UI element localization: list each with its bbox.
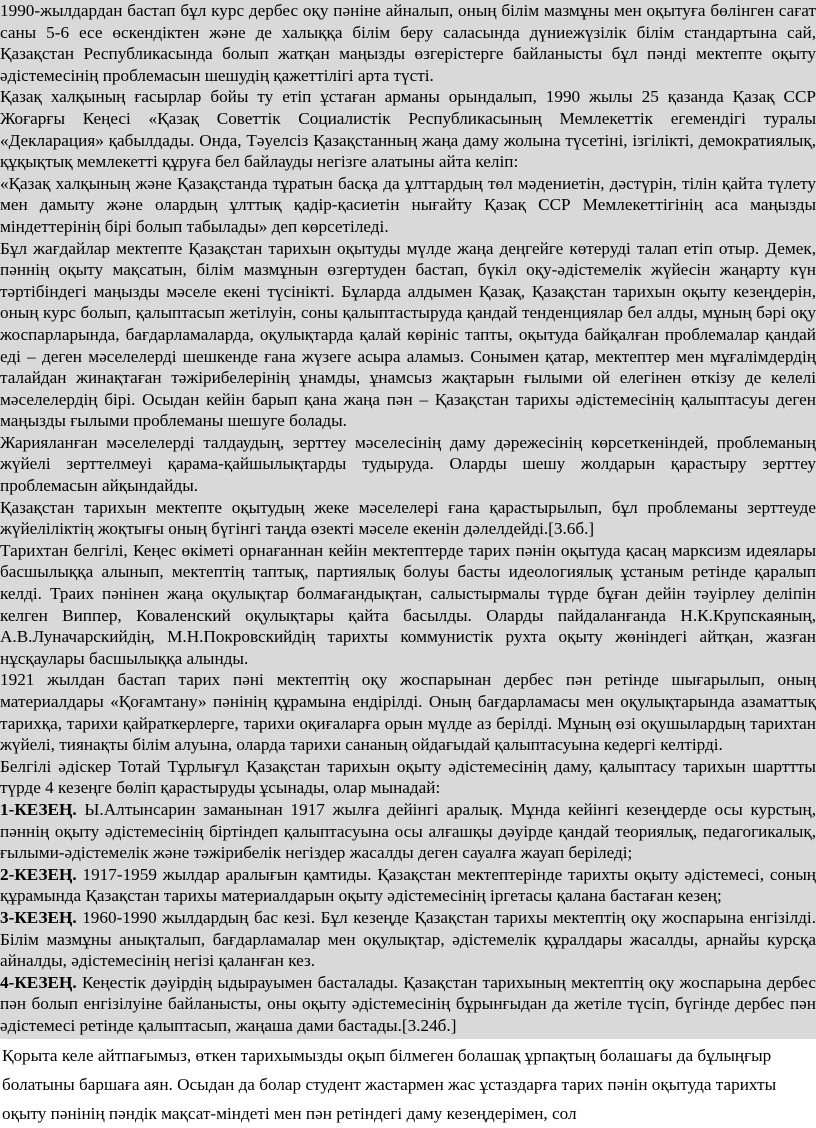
paragraph-stage-3 bbox=[0, 907, 816, 972]
paragraph-soviet-history: Тарихтан белгілі, Кеңес өкіметі орнағаннан кейін мектептерде тарих пәнін оқытуда қасаң марксизм идеялары басшылыққа алынып, мектептің таптық, партиялық болуы басты идеологиялық ұстаным ретінде қаралып келді. Траих пәнінен жаңа оқулықтар болмағандықтан, салыстырмалы түрде бұған дейін тәуірлеу деліпін келген Виппер, Коваленский оқулықтары қайта басылды. Оларды пайдаланғанда Н.К.Крупскаяның, А.В.Луначарскийдің, М.Н.Покровскийдің тарихты коммунистік рухта оқыту жөніндегі айтқан, жазған нұсқаулары басшылыққа алынды. bbox=[0, 540, 816, 668]
paragraph-stage-2 bbox=[0, 864, 816, 907]
stage-1-label: 1-КЕЗЕҢ. bbox=[0, 799, 77, 819]
stage-3-label: 3-КЕЗЕҢ. bbox=[0, 907, 77, 927]
paragraph-stage-1 bbox=[0, 799, 816, 864]
stage-4-text: Кеңестік дәуірдің ыдырауымен басталады. Қазақстан тарихының мектептің оқу жоспарына дербес пән болып енгізілуіне байланысты, оны оқыту әдістемесінің бұрынғыдан да жетіле түсіп, бүгінде дербес пән әдістемесі ретінде қалыптасып, жаңаша дами бастады.[3.24б.] bbox=[0, 972, 816, 1035]
stage-3-text: 1960-1990 жылдардың бас кезі. Бұл кезеңде Қазақстан тарихы мектептің оқу жоспарына енгізілді. Білім мазмұны анықталып, бағдарламалар мен оқулықтар, әдістемелік құралдары жасалды, арнайы курсқа айналды, әдістемесінің негізі қаланған кез. bbox=[0, 907, 816, 971]
stage-2-label: 2-КЕЗЕҢ. bbox=[0, 864, 77, 884]
paragraph-quote: «Қазақ халқының және Қазақстанда тұратын басқа да ұлттардың төл мәдениетін, дәстүрін, тілін қайта түлету мен дамыту және олардың ұлттық қадір-қасиетін нығайту Қазақ ССР Мемлекеттігінің аса маңызды міндеттерінің бірі болып табылады» деп көрсетіледі. bbox=[0, 173, 816, 236]
paragraph-declaration: Қазақ халқының ғасырлар бойы ту етіп ұстаған арманы орындалып, 1990 жылы 25 қазанда Қазақ ССР Жоғарғы Кеңесі «Қазақ Советтік Социалистік Республикасының Мемлекеттік егемендігі туралы «Декларация» қабылдады. Онда, Тәуелсіз Қазақстанның жаңа даму жолына түсетіні, ізгілікті, демократиялық, құқықтық мемлекетті құруға бел байлауды негізге алатыны айта келіп: bbox=[0, 87, 816, 172]
paragraph-stage-4 bbox=[0, 972, 816, 1037]
stage-4-label: 4-КЕЗЕҢ. bbox=[0, 972, 77, 992]
conclusion-block bbox=[0, 1039, 816, 1128]
paragraph-systematicity: Қазақстан тарихын мектепте оқытудың жеке мәселелері ғана қарастырылып, бұл проблеманы зерттеуде жүйеліліктің жоқтығы оның бүгінгі таңда өзекті мәселе екенін дәлелдейді.[3.6б.] bbox=[0, 497, 816, 539]
paragraph-conclusion: Қорыта келе айтпағымыз, өткен тарихымызды оқып білмеген болашақ ұрпақтың болашағы да бұлыңғыр болатыны баршаға аян. Осыдан да болар студент жастармен жас ұстаздарға тарих пәнін оқытуда тарихты оқыту пәнінің пәндік мақсат-міндеті мен пән ретіндегі даму кезеңдерімен, сол bbox=[2, 1045, 777, 1123]
paragraph-stages-intro: Белгілі әдіскер Тотай Тұрлығұл Қазақстан тарихын оқыту әдістемесінің даму, қалыптасу тарихын шарттты түрде 4 кезеңге бөліп қарастыруды ұсынады, олар мынадай: bbox=[0, 756, 816, 798]
paragraph-intro: 1990-жылдардан бастап бұл курс дербес оқу пәніне айналып, оның білім мазмұны мен оқытуға бөлінген сағат саны 5-6 есе өскендіктен және де халыққа білім беру саласында дүниежүзілік білім стандартына сай, Қазақстан Республикасында болып жатқан маңызды өзгерістерге байланысты бұл пәнді мектепте оқыту әдістемесінің проблемасын шешудің қажеттілігі арта түсті. bbox=[0, 1, 816, 85]
paragraph-1921: 1921 жылдан бастап тарих пәні мектептің оқу жоспарынан дербес пән ретінде шығарылып, оның материалдары «Қоғамтану» пәнінің құрамына ендірілді. Оның бағдарламасы мен оқулықтарында азаматтық тарихқа, тарихи қайраткерлерге, тарихи оқиғаларға орын мүлде аз берілді. Мұның өзі оқушылардың тарихтан жүйелі, тиянақты білім алуына, оларда тарихи сананың ойдағыдай қалыптасуына кедергі келтірді. bbox=[0, 670, 816, 755]
paragraph-analysis: Жарияланған мәселелерді талдаудың, зерттеу мәселесінің даму дәрежесінің көрсеткеніндей, проблеманың жүйелі зерттелмеуі қарама-қайшылықтарды тудыруда. Оларды шешу жолдарын қарастыру зерттеу проблемасын айқындайды. bbox=[0, 432, 816, 496]
paragraph-requirements: Бұл жағдайлар мектепте Қазақстан тарихын оқытуды мүлде жаңа деңгейге көтеруді талап етіп отыр. Демек, пәннің оқыту мақсатын, білім мазмұнын өзгертуден бастап, бүкіл оқу-әдістемелік жүйесін жаңарту күн тәртібіндегі маңызды мәселе екені түсінікті. Бұларда алдымен Қазақ, Қазақстан тарихын оқыту кезеңдерін, оның курс болып, қалыптасып жетілуін, соны қалыптастыруда қандай тенденциялар бел алды, мұның бәрі оқу жоспарларында, бағдарламаларда, оқулықтарда қалай көрініс тапты, оқытуда байқалған проблемалар қандай еді – деген мәселелерді шешкенде ғана жүзеге асыра аламыз. Сонымен қатар, мектептер мен мұғалімдердің талайдан жинақтаған тәжірибелерінің ұнамды, ұнамсыз жақтарын ғылыми ой елегінен өткізу де келелі мәселелердің бірі. Осыдан кейін барып қана жаңа пән – Қазақстан тарихы әдістемесінің қалыптасуы деген маңызды ғылыми проблеманы шешуге болады. bbox=[0, 238, 816, 431]
stage-1-text: Ы.Алтынсарин заманынан 1917 жылға дейінгі аралық. Мұнда кейінгі кезеңдерде осы курстың, пәннің оқыту әдістемесінің біртіндеп қалыптасуына осы алғашқы дәуірде қандай теориялық, педагогикалық, ғылыми-әдістемелік және тәжірибелік негіздер жасалды деген сауалға жауап беріледі; bbox=[0, 799, 816, 863]
stage-2-text: 1917-1959 жылдар аралығын қамтиды. Қазақстан мектептерінде тарихты оқыту әдістемесі, соның құрамында Қазақстан тарихы материалдарын оқыту әдістемесінің іргетасы қалана бастаған кезең; bbox=[0, 864, 816, 906]
